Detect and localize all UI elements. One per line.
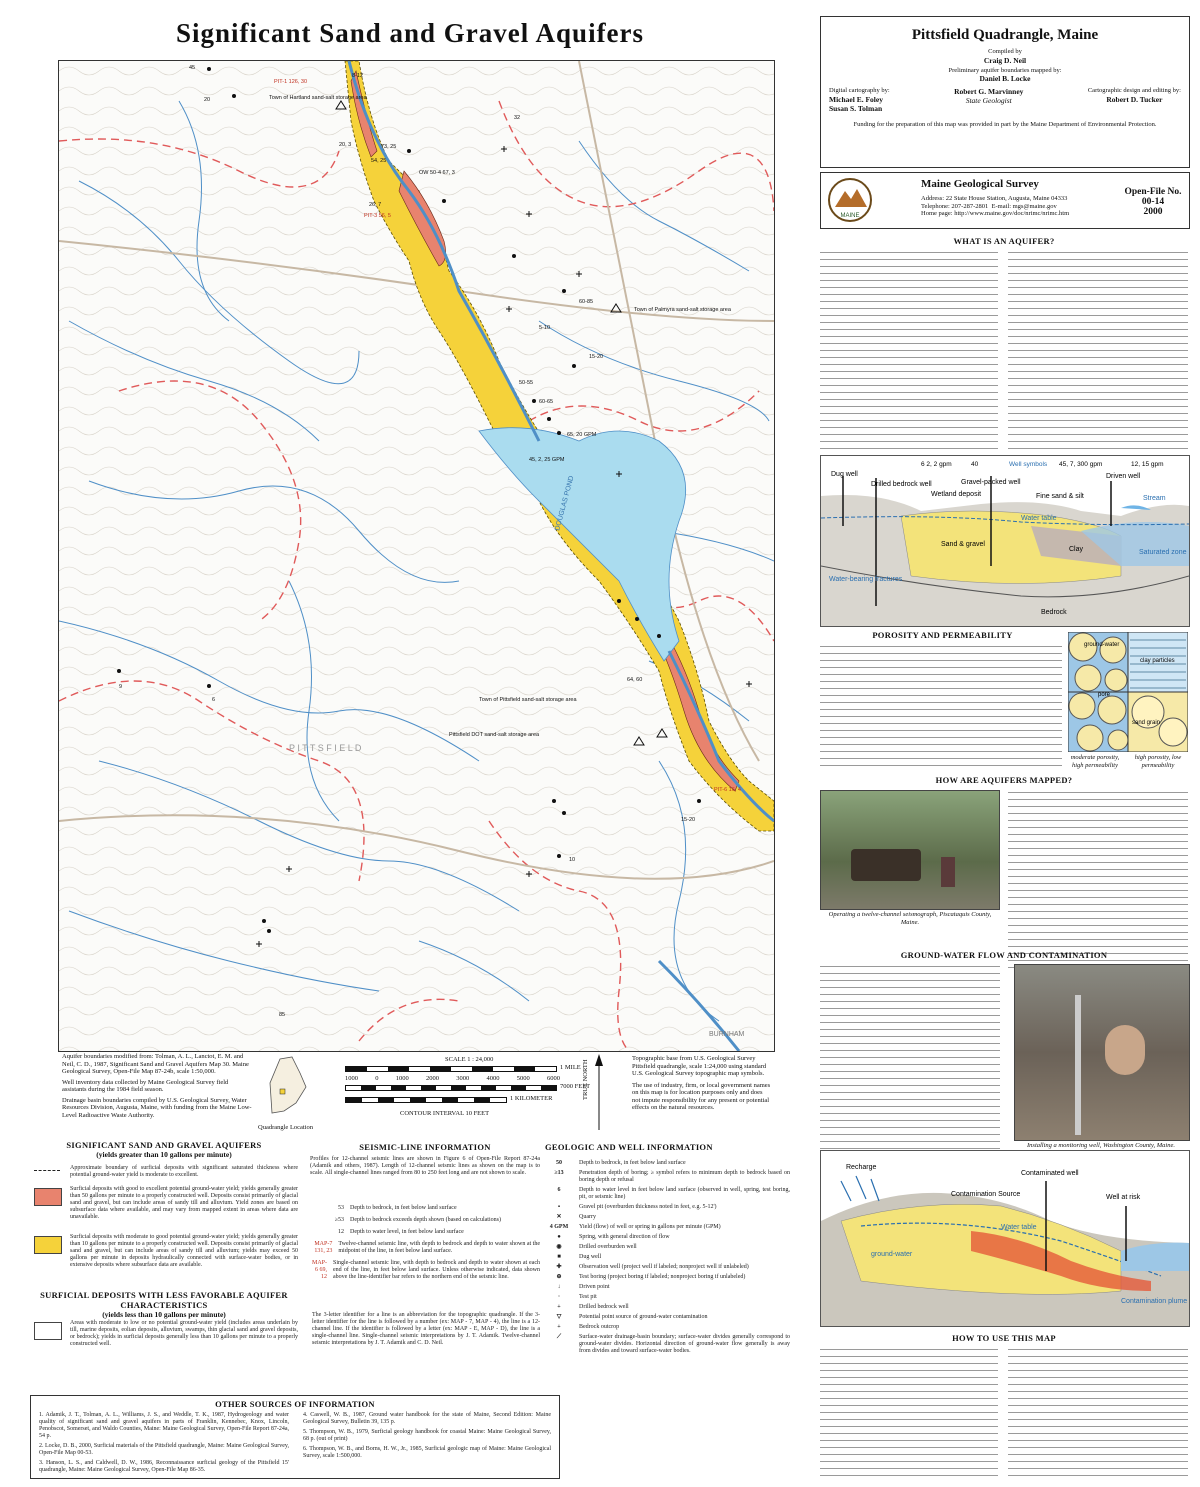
- scale-tick: 4000: [486, 1075, 500, 1082]
- geologic-item: [545, 1284, 790, 1291]
- scale-km-label: 1 KILOMETER: [510, 1095, 553, 1102]
- prelim-label: Preliminary aquifer boundaries mapped by:: [948, 66, 1062, 74]
- seismic-sym: MAP-7 131, 23: [314, 1241, 333, 1254]
- scale-feet-label: 7000 FEET: [560, 1083, 591, 1090]
- geologic-text: Drilled bedrock well: [579, 1304, 629, 1310]
- aquifer-cross-section-diagram: [820, 455, 1190, 627]
- label-driven: Driven well: [1106, 473, 1141, 480]
- geologic-text: Driven point: [579, 1284, 610, 1290]
- label-groundwater-2: ground-water: [871, 1251, 913, 1258]
- label-v12: 15-20: [589, 354, 604, 360]
- label-v6: 54, 25: [371, 158, 387, 164]
- photo2-caption: Installing a monitoring well, Washington County, Maine.: [1027, 1142, 1175, 1149]
- survey-telephone: Telephone: 207-287-2801: [921, 202, 989, 210]
- design-label: Cartographic design and editing by:: [1087, 87, 1181, 94]
- label-v14: 15-20: [681, 817, 696, 823]
- geologic-text: Depth to water level in feet below land surface (observed in well, spring, test boring, pit, or seismic line): [579, 1187, 790, 1200]
- geologic-text: Spring, with general direction of flow: [579, 1234, 670, 1240]
- scale-tick: 3000: [456, 1075, 470, 1082]
- geologic-symbol: ✕: [556, 1214, 562, 1220]
- seismic-title: SEISMIC-LINE INFORMATION: [359, 1142, 491, 1152]
- geologic-symbol: +: [557, 1324, 561, 1330]
- geologic-item: [545, 1224, 790, 1231]
- digital-label: Digital cartography by:: [829, 87, 890, 94]
- label-gravel-packed: Gravel-packed well: [961, 479, 1021, 486]
- geologic-item: [545, 1294, 790, 1301]
- label-v15: 10: [569, 857, 576, 863]
- geologic-symbol: ⟋: [556, 1334, 562, 1340]
- geologic-item: [545, 1234, 790, 1241]
- geologic-text: Penetration depth of boring; ≥ symbol refers to minimum depth to bedrock based on boring depth or refusal: [579, 1170, 790, 1183]
- legend-boundary-line: [34, 1170, 60, 1171]
- label-saturated: Saturated zone: [1139, 549, 1187, 556]
- label-v10: 50-55: [519, 380, 534, 386]
- symbol-a: 6 2, 2 gpm: [921, 461, 952, 468]
- geologic-text: Observation well (project well if labeled; nonproject well if unlabeled): [579, 1264, 749, 1270]
- label-bedrock: Bedrock: [1041, 609, 1067, 616]
- label-v9: 5-10: [539, 325, 551, 331]
- survey-home: Home page: http://www.maine.gov/doc/nrimc/nrimc.htm: [921, 210, 1070, 217]
- geologist-credit: [954, 87, 1023, 113]
- geologic-symbol: ≥13: [554, 1170, 564, 1176]
- geologic-symbol: ⊕: [556, 1274, 562, 1280]
- label-v11: 60-65: [539, 399, 554, 405]
- seismic-footer: The 3-letter identifier for a line is an abbreviation for the topographic quadrangle. If the 3-letter identifier for the line is followed by a number (ex: MAP - 7, MAP - 4), the line is a 12-channel line. If the identifier is followed by a letter (ex: MAP - E, MAP - D), the line is a single-channel line. Single-channel seismic interpretations by J. T. Adamik. Twelve-channel seismic interpretations by J. T. Adamik and C. D. Neil.: [312, 1312, 540, 1346]
- geologic-symbol: ✚: [556, 1264, 562, 1270]
- refs-col-right: [303, 1412, 551, 1460]
- note-drainage: Drainage basin boundaries compiled by U.S. Geological Survey, Water Resources Division, Augusta, Maine, with funding from the Maine Low-Level Radioactive Waste Authority.: [62, 1096, 252, 1119]
- less-favorable-legend: [30, 1290, 298, 1319]
- seismic-intro: Profiles for 12-channel seismic lines are shown in Figure 6 of Open-File Report 87-24a (Adamik and others, 1987). Length of 12-channel seismic lines as shown on the map is to scale. All single-channel lines ranged from 80 to 250 feet long and are not shown to scale.: [310, 1156, 540, 1176]
- ref-item: 2. Locke, D. B., 2000, Surficial materials of the Pittsfield quadrangle, Maine: Maine Geological Survey, Open-File Map 00-53.: [39, 1443, 289, 1456]
- seismic-legend: [310, 1142, 540, 1177]
- scale-feet-ticks: [345, 1075, 560, 1083]
- geologic-item: [545, 1274, 790, 1281]
- geologic-text: Drilled overburden well: [579, 1244, 637, 1250]
- seismic-text: Twelve-channel seismic line, with depth to bedrock and depth to water shown at the midpoint of the line, in feet below land surface.: [338, 1241, 540, 1254]
- label-sand-gravel: Sand & gravel: [941, 541, 985, 548]
- legend-less-text: Areas with moderate to low or no potential ground-water yield (includes areas underlain by till, marine deposits, eolian deposits, alluvium, swamps, thin glacial sand and gravel deposits, or bedrock); yields in surficial deposits generally less than 10 gallons per minute to a properly constructed well.: [70, 1320, 298, 1347]
- label-source: Contamination Source: [951, 1191, 1021, 1198]
- geologic-item: [545, 1304, 790, 1311]
- legend-title: SIGNIFICANT SAND AND GRAVEL AQUIFERS: [66, 1140, 262, 1150]
- geologic-text: Dug well: [579, 1254, 602, 1260]
- digital-name: Michael E. Foley: [829, 94, 883, 104]
- scale-tick: 1000: [345, 1075, 358, 1082]
- label-at-risk: Well at risk: [1106, 1194, 1141, 1201]
- geologist-name: Robert G. Marvinney: [954, 87, 1024, 96]
- less-subtitle: (yields less than 10 gallons per minute): [102, 1310, 226, 1319]
- aquifer-map[interactable]: [58, 60, 775, 1052]
- topo-note: Topographic base from U.S. Geological Survey Pittsfield quadrangle, scale 1:24,000 using standard U.S. Geological Survey topographic map symbols.: [632, 1055, 767, 1077]
- label-v7: 26, 7: [369, 202, 382, 208]
- legend-less-swatch: [34, 1322, 62, 1340]
- porosity-text: [820, 644, 1062, 769]
- compiled-label: Compiled by: [988, 48, 1022, 55]
- legend-subtitle: (yields greater than 10 gallons per minute): [96, 1150, 232, 1159]
- scale-tick: 5000: [516, 1075, 530, 1082]
- geologic-item: [545, 1244, 790, 1251]
- digital-name: Susan S. Tolman: [829, 103, 883, 113]
- geologic-symbol: ·: [557, 1294, 560, 1300]
- label-pittsfield-town: Town of Pittsfield sand-salt storage area: [479, 697, 577, 703]
- label-v19: 6: [212, 697, 216, 703]
- porosity-caption-right: high porosity, low permeability: [1134, 754, 1182, 769]
- label-v3: 32: [514, 115, 521, 121]
- refs-col-left: [39, 1412, 289, 1474]
- geologic-symbol: +: [557, 1304, 561, 1310]
- geologic-symbol: 4 GPM: [549, 1224, 569, 1230]
- quadrangle-location-map: [262, 1053, 310, 1123]
- geologic-symbol: ▽: [556, 1314, 562, 1320]
- survey-box: [820, 172, 1190, 229]
- seal-text: MAINE: [840, 213, 860, 219]
- quad-title: Pittsfield Quadrangle, Maine: [911, 27, 1099, 43]
- geologic-item: [545, 1314, 790, 1321]
- seismic-text: Depth to water level, in feet below land surface: [350, 1229, 464, 1235]
- geologic-symbol: ↓: [557, 1284, 561, 1290]
- topo-base-note: [632, 1055, 772, 1112]
- scale-tick: 2000: [426, 1075, 439, 1082]
- seismic-sym: 53: [338, 1205, 344, 1211]
- geologic-item: [545, 1170, 790, 1184]
- label-fine-sand: Fine sand & silt: [1036, 493, 1084, 500]
- prelim-by: Daniel B. Locke: [979, 74, 1031, 83]
- less-title: SURFICIAL DEPOSITS WITH LESS FAVORABLE AQUIFER CHARACTERISTICS: [40, 1290, 288, 1310]
- mapped-heading: HOW ARE AQUIFERS MAPPED?: [935, 775, 1073, 785]
- note-aquifer-sources: Aquifer boundaries modified from: Tolman, A. L., Lanctot, E. M. and Neil, C. D., 1987, Significant Sand and Gravel Aquifers Map 30. Maine Geological Survey, Open-File Map 87-24b, scale 1:50,000.: [62, 1053, 249, 1075]
- disclaimer-note: The use of industry, firm, or local government names on this map is for location purposes only and does not impute responsibility for any present or potential effects on the natural resources.: [632, 1081, 771, 1111]
- aquifer-legend: [30, 1140, 298, 1159]
- photo1-caption: Operating a twelve-channel seismograph, Piscataquis County, Maine.: [828, 911, 992, 926]
- label-clay-particles: clay particles: [1140, 658, 1175, 664]
- label-sand-grain: sand grain: [1132, 720, 1161, 726]
- geologic-text: Gravel pit (overburden thickness noted in feet, e.g. 5-12'): [579, 1204, 717, 1210]
- label-water-table: Water table: [1021, 515, 1057, 522]
- other-sources-box: [30, 1395, 560, 1479]
- label-wetland: Wetland deposit: [931, 491, 982, 498]
- survey-email: E-mail: mgs@maine.gov: [991, 202, 1057, 210]
- design-credit: [1088, 87, 1181, 113]
- label-ground-water: ground-water: [1084, 642, 1120, 648]
- what-is-text-col1: [820, 250, 998, 450]
- geologic-text: Test boring (project boring if labeled; nonproject boring if unlabeled): [579, 1274, 746, 1280]
- scale-mile-label: 1 MILE: [560, 1064, 581, 1071]
- label-plume: Contamination plume: [1121, 1298, 1188, 1305]
- geologic-symbol: ◉: [556, 1244, 562, 1250]
- scale-tick: 6000: [547, 1075, 560, 1082]
- geologic-item: [545, 1214, 790, 1221]
- ref-item: 4. Caswell, W. B., 1987, Ground water handbook for the state of Maine, Second Edition: Maine Geological Survey, Bulletin 39, 135 p.: [303, 1412, 551, 1425]
- scale-bar-feet: [345, 1085, 557, 1091]
- geologic-item: [545, 1254, 790, 1261]
- geologic-title: GEOLOGIC AND WELL INFORMATION: [545, 1142, 713, 1152]
- legend-boundary-text: Approximate boundary of surficial deposits with significant saturated thickness where potential ground-water yield is moderate to excellent.: [70, 1165, 298, 1178]
- geologic-item: [545, 1334, 790, 1355]
- design-name: Robert D. Tucker: [1106, 94, 1163, 104]
- scale-bar-km: [345, 1097, 507, 1103]
- seismograph-photo: [820, 790, 1000, 910]
- label-v5: 73, 25: [381, 144, 397, 150]
- label-obs-well: OW 50-4 67, 3: [419, 170, 455, 176]
- label-v16: 85: [279, 1012, 286, 1018]
- label-pit1: PIT-1 126, 30: [274, 79, 308, 85]
- label-drilled-bedrock: Drilled bedrock well: [871, 481, 932, 488]
- geologic-text: Test pit: [579, 1294, 597, 1300]
- geologic-items: [545, 1160, 790, 1358]
- label-palmyra: Town of Palmyra sand-salt storage area: [634, 307, 731, 313]
- geologic-item: [545, 1187, 790, 1201]
- geologic-text: Bedrock outcrop: [579, 1324, 620, 1330]
- monitoring-well-photo: [1014, 964, 1190, 1141]
- ref-item: 1. Adamik, J. T., Tolman, A. L., Williams, J. S., and Weddle, T. K., 1987, Hydrogeology and water quality of significant sand and gravel aquifers in parts of Franklin, Kennebec, Knox, Lincoln, Penobscot, Somerset, and Waldo Counties, Maine: Maine Geological Survey, Open-File Report 87-24a, 54 p.: [39, 1412, 289, 1439]
- geologic-symbol: ▪: [557, 1204, 561, 1210]
- label-v8: 60-85: [579, 299, 594, 305]
- funding-note: Funding for the preparation of this map was provided in part by the Maine Department of Environmental Protection.: [853, 120, 1157, 128]
- symbol-b: 40: [971, 461, 979, 468]
- geologic-item: [545, 1324, 790, 1331]
- other-sources-title: OTHER SOURCES OF INFORMATION: [215, 1399, 375, 1409]
- legend-good-text: Surficial deposits with good to excellent potential ground-water yield; yields generally greater than 50 gallons per minute to a properly constructed well. Deposits consist primarily of glacial sand and gravel, but can include areas of sandy till and alluvium. Yield zones are based on subsurface data where available, and may vary from mapped extent in areas where data are unavailable.: [70, 1186, 298, 1220]
- map-canvas: [59, 61, 774, 1051]
- label-water-bearing: Water-bearing fractures: [829, 576, 903, 583]
- legend-moderate-text: Surficial deposits with moderate to good potential ground-water yield; yields generally greater than 10 gallons per minute to a properly constructed well. Deposits consist primarily of glacial sand and gravel, but can include areas of sandy till and alluvium; yields may exceed 50 gallons per minute in deposits hydraulically connected with surface-water bodies, or in extensive deposits where subsurface data are available.: [70, 1234, 298, 1268]
- label-v4: 20, 3: [339, 142, 352, 148]
- contamination-diagram: [820, 1150, 1190, 1327]
- label-v1: 45: [189, 65, 196, 71]
- compiled-by: Craig D. Neil: [983, 55, 1027, 65]
- seismic-sym: MAP-6 69, 12: [312, 1260, 328, 1280]
- what-is-heading: WHAT IS AN AQUIFER?: [953, 236, 1055, 246]
- label-gpm2: 45, 2, 25 GPM: [529, 457, 565, 463]
- label-contaminated-well: Contaminated well: [1021, 1170, 1079, 1177]
- use-text-col1: [820, 1347, 998, 1477]
- geologic-item: [545, 1264, 790, 1271]
- geologic-item: [545, 1160, 790, 1167]
- well-symbols-title: Well symbols: [1009, 461, 1048, 468]
- legend-good-swatch: [34, 1188, 62, 1206]
- survey-name: Maine Geological Survey: [921, 178, 1039, 190]
- use-text-col2: [1008, 1347, 1188, 1477]
- label-pond: DOUGLAS POND: [554, 475, 576, 532]
- scale-tick: 0: [375, 1075, 379, 1082]
- survey-seal-icon: [827, 177, 873, 223]
- seismic-sym: 12: [338, 1229, 344, 1235]
- porosity-heading: POROSITY AND PERMEABILITY: [872, 630, 1013, 640]
- label-gpm1: 65, 20 GPM: [567, 432, 597, 438]
- contour-interval: CONTOUR INTERVAL 10 FEET: [400, 1110, 490, 1117]
- porosity-diagram: [1068, 632, 1188, 752]
- ref-item: 6. Thompson, W. B., and Borns, H. W., Jr., 1985, Surficial geologic map of Maine: Maine Geological Survey, scale 1:500,000.: [303, 1446, 551, 1459]
- ref-item: 3. Hanson, L. S., and Caldwell, D. W., 1986, Reconnaissance surficial geology of the Pittsfield 15' quadrangle, Maine: Maine Geological Survey, Open-File Map 86-35.: [39, 1460, 289, 1473]
- label-pittsfield-dot: Pittsfield DOT sand-salt storage area: [449, 732, 540, 738]
- geologic-text: Quarry: [579, 1214, 596, 1220]
- flow-text: [820, 964, 1000, 1159]
- what-is-text-col2: [1008, 250, 1188, 450]
- porosity-caption-left: moderate porosity, high permeability: [1070, 754, 1120, 769]
- scale-bar-miles: [345, 1066, 557, 1072]
- label-v13: 64, 60: [627, 677, 643, 683]
- scale-label: SCALE 1 : 24,000: [445, 1056, 494, 1063]
- use-heading: HOW TO USE THIS MAP: [952, 1333, 1056, 1343]
- label-pit3: PIT-3 56, 5: [364, 213, 391, 219]
- label-water-table-2: Water table: [1001, 1224, 1037, 1231]
- label-stream: Stream: [1143, 495, 1166, 502]
- geologic-text: Depth to bedrock, in feet below land surface: [579, 1160, 686, 1166]
- open-file-number: Open-File No. 00-14: [1124, 187, 1182, 207]
- symbol-d: 12, 15 gpm: [1131, 461, 1164, 468]
- digital-credit: [829, 87, 890, 113]
- map-source-notes: [62, 1053, 252, 1119]
- true-north-label: TRUE NORTH: [582, 1059, 589, 1100]
- geologic-symbol: ●: [557, 1234, 561, 1240]
- label-recharge: Recharge: [846, 1164, 877, 1171]
- label-v17: 8-12: [352, 73, 364, 79]
- symbol-c: 45, 7, 300 gpm: [1059, 461, 1103, 468]
- geologic-legend: [545, 1142, 785, 1152]
- geologist-title: State Geologist: [965, 96, 1012, 105]
- seismic-items: [312, 1205, 540, 1286]
- legend-moderate-swatch: [34, 1236, 62, 1254]
- north-arrow-icon: [592, 1052, 606, 1132]
- label-pore: pore: [1098, 692, 1111, 698]
- seismic-sym: ≥53: [334, 1217, 344, 1223]
- geologic-text: Yield (flow) of well or spring in gallons per minute (GPM): [579, 1224, 721, 1230]
- label-hartland: Town of Hartland sand-salt storage area: [269, 95, 367, 101]
- survey-address: Address: 22 State House Station, Augusta, Maine 04333: [921, 195, 1068, 202]
- label-pittsfield: P I T T S F I E L D: [289, 743, 362, 753]
- geologic-symbol: 6: [557, 1187, 561, 1193]
- geologic-item: [545, 1204, 790, 1211]
- ref-item: 5. Thompson, W. B., 1979, Surficial geology handbook for coastal Maine: Maine Geological Survey, 68 p. (out of print): [303, 1429, 551, 1442]
- label-v2: 20: [204, 97, 211, 103]
- scale-tick: 1000: [395, 1075, 409, 1082]
- label-burnham: BURNHAM: [709, 1031, 745, 1038]
- label-dug-well: Dug well: [831, 471, 858, 478]
- open-file-year: 2000: [1143, 207, 1163, 217]
- geologic-text: Surface-water drainage-basin boundary; surface-water divides generally correspond to ground-water divides. Horizontal direction of ground-water flow generally is away from divides and toward surface-water bodies.: [579, 1334, 790, 1354]
- seismic-text: Single-channel seismic line, with depth to bedrock and depth to water shown at each end of the line, in feet below land surface. Unless otherwise indicated, data shown above the line-identifier bar refers to the northern end of the seismic line.: [333, 1260, 540, 1280]
- note-well-inventory: Well inventory data collected by Maine Geological Survey field assistants during the 1984 field season.: [62, 1078, 229, 1093]
- label-clay: Clay: [1069, 546, 1084, 553]
- label-pit6: PIT-6 16, 4: [714, 787, 741, 793]
- geologic-symbol: 50: [556, 1160, 562, 1166]
- map-title: Significant Sand and Gravel Aquifers: [175, 18, 645, 48]
- credits-box: [820, 16, 1190, 168]
- geologic-text: Potential point source of ground-water contamination: [579, 1314, 708, 1320]
- flow-heading: GROUND-WATER FLOW AND CONTAMINATION: [900, 950, 1108, 960]
- geologic-symbol: ■: [557, 1254, 561, 1260]
- label-v18: 9: [119, 684, 123, 690]
- seismic-text: Depth to bedrock exceeds depth shown (based on calculations): [350, 1217, 501, 1223]
- seismic-text: Depth to bedrock, in feet below land surface: [350, 1205, 457, 1211]
- quad-location-label: Quadrangle Location: [258, 1124, 314, 1131]
- mapped-text: [1008, 790, 1188, 970]
